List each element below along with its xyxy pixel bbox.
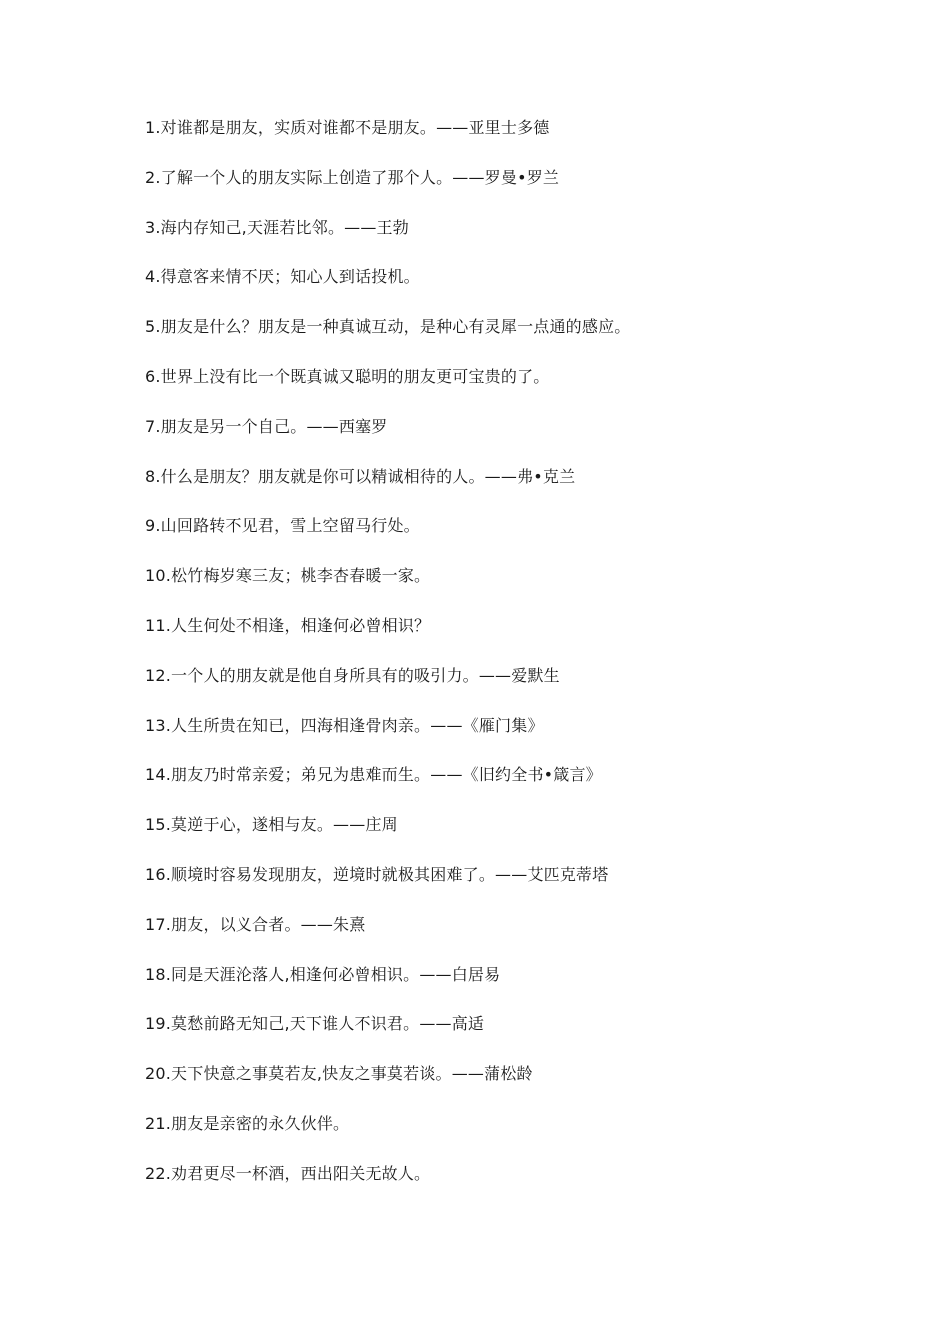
- quote-item: 15.莫逆于心，遂相与友。——庄周: [145, 815, 398, 835]
- quote-item: 9.山回路转不见君，雪上空留马行处。: [145, 516, 420, 536]
- quote-item: 14.朋友乃时常亲爱；弟兄为患难而生。——《旧约全书•箴言》: [145, 765, 602, 785]
- quote-item: 10.松竹梅岁寒三友；桃李杏春暖一家。: [145, 566, 431, 586]
- quote-item: 6.世界上没有比一个既真诚又聪明的朋友更可宝贵的了。: [145, 366, 550, 386]
- quote-item: 13.人生所贵在知已，四海相逢骨肉亲。——《雁门集》: [145, 715, 544, 735]
- quote-item: 11.人生何处不相逢，相逢何必曾相识？: [145, 615, 431, 635]
- quote-item: 12.一个人的朋友就是他自身所具有的吸引力。——爱默生: [145, 665, 560, 685]
- quote-item: 21.朋友是亲密的永久伙伴。: [145, 1113, 350, 1133]
- quote-item: 19.莫愁前路无知己,天下谁人不识君。——高适: [145, 1014, 485, 1034]
- quote-item: 3.海内存知己,天涯若比邻。——王勃: [145, 217, 409, 237]
- quote-item: 2.了解一个人的朋友实际上创造了那个人。——罗曼•罗兰: [145, 167, 560, 187]
- quote-item: 18.同是天涯沦落人,相逢何必曾相识。——白居易: [145, 964, 501, 984]
- quote-item: 20.天下快意之事莫若友,快友之事莫若谈。——蒲松龄: [145, 1064, 533, 1084]
- quote-list: [145, 115, 845, 1211]
- quote-item: 4.得意客来情不厌；知心人到话投机。: [145, 267, 420, 287]
- quote-item: 7.朋友是另一个自己。——西塞罗: [145, 416, 388, 436]
- quote-item: 16.顺境时容易发现朋友，逆境时就极其困难了。——艾匹克蒂塔: [145, 864, 609, 884]
- quote-item: 5.朋友是什么？朋友是一种真诚互动，是种心有灵犀一点通的感应。: [145, 317, 631, 337]
- quote-item: 22.劝君更尽一杯酒，西出阳关无故人。: [145, 1163, 431, 1183]
- quote-item: 1.对谁都是朋友，实质对谁都不是朋友。——亚里士多德: [145, 118, 550, 137]
- quote-item: 17.朋友，以义合者。——朱熹: [145, 914, 366, 934]
- quote-item: 8.什么是朋友？朋友就是你可以精诚相待的人。——弗•克兰: [145, 466, 576, 486]
